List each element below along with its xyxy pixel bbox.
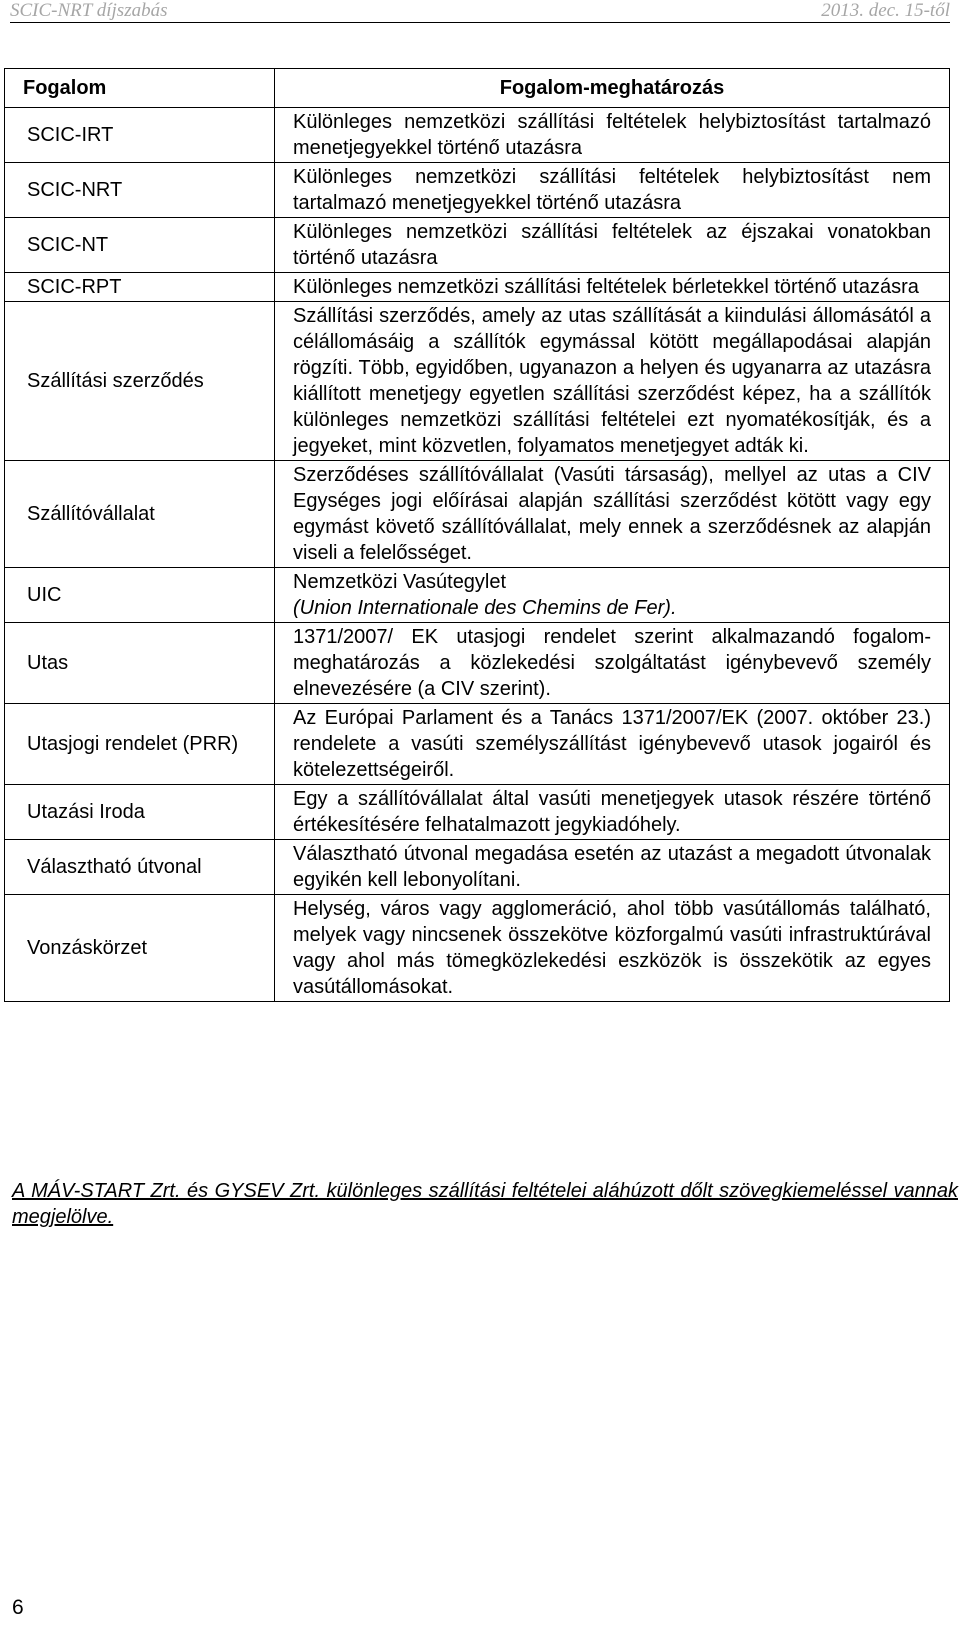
term-cell: UIC: [5, 568, 275, 623]
table-row: [5, 302, 950, 461]
table-row: [5, 461, 950, 568]
table-row: [5, 785, 950, 840]
table-header-row: [5, 69, 950, 108]
column-header-definition: Fogalom-meghatározás: [275, 69, 950, 108]
table-row: [5, 623, 950, 704]
term-cell: Utazási Iroda: [5, 785, 275, 840]
definition-cell: Különleges nemzetközi szállítási feltételek az éjszakai vonatokban történő utazásra: [275, 218, 950, 273]
table-row: [5, 568, 950, 623]
table-row: [5, 108, 950, 163]
definition-cell: Szállítási szerződés, amely az utas szállítását a kiindulási állomásától a célállomásáig a szállítók egymással kötött megállapodásai alapján rögzíti. Több, egyidőben, ugyanazon a helyen és ugyanarra az utazásra kiállított menetjegy egyetlen szállítási szerződést képez, ha a szállítók különleges nemzetközi szállítási feltételei ezt nyomatékosítják, és a jegyeket, mint közvetlen, folyamatos menetjegyet adták ki.: [275, 302, 950, 461]
definition-line: Nemzetközi Vasútegylet: [293, 571, 507, 593]
term-cell: SCIC-NT: [5, 218, 275, 273]
definition-cell: Szerződéses szállítóvállalat (Vasúti társaság), mellyel az utas a CIV Egységes jogi előírásai alapján szállítási szerződést kötött vagy egy egymást követő szállítóvállalat, mely ennek a szerződésnek az alapján viseli a felelősséget.: [275, 461, 950, 568]
header-date: 2013. dec. 15-től: [821, 0, 950, 21]
definition-cell: Egy a szállítóvállalat által vasúti menetjegyek utasok részére történő értékesítésére felhatalmazott jegykiadóhely.: [275, 785, 950, 840]
term-cell: Választható útvonal: [5, 840, 275, 895]
footnote: A MÁV-START Zrt. és GYSEV Zrt. különleges szállítási feltételei aláhúzott dőlt szövegkiemeléssel vannak megjelölve.: [12, 1180, 958, 1228]
term-cell: SCIC-NRT: [5, 163, 275, 218]
definition-cell: 1371/2007/ EK utasjogi rendelet szerint alkalmazandó fogalom-meghatározás a közlekedési szolgáltatást igénybevevő személy elnevezésére (a CIV szerint).: [275, 623, 950, 704]
definition-cell: Az Európai Parlament és a Tanács 1371/2007/EK (2007. október 23.) rendelete a vasúti személyszállítást igénybevevő utasok jogairól és kötelezettségeiről.: [275, 704, 950, 785]
definition-cell: Különleges nemzetközi szállítási feltételek helybiztosítást nem tartalmazó menetjegyekkel történő utazásra: [275, 163, 950, 218]
term-cell: SCIC-IRT: [5, 108, 275, 163]
table-row: [5, 273, 950, 302]
term-cell: Szállítási szerződés: [5, 302, 275, 461]
definition-cell: [275, 568, 950, 623]
term-cell: SCIC-RPT: [5, 273, 275, 302]
column-header-term: Fogalom: [5, 69, 275, 108]
page-header: [10, 0, 950, 23]
term-cell: Szállítóvállalat: [5, 461, 275, 568]
term-cell: Utasjogi rendelet (PRR): [5, 704, 275, 785]
definition-cell: Helység, város vagy agglomeráció, ahol több vasútállomás található, melyek vagy nincsenek összekötve közforgalmú vasúti infrastruktúrával vagy ahol más tömegközlekedési eszközök is összekötik az egyes vasútállomásokat.: [275, 895, 950, 1002]
table-row: [5, 218, 950, 273]
table-row: [5, 704, 950, 785]
glossary-table: [4, 68, 950, 1002]
definition-cell: Választható útvonal megadása esetén az utazást a megadott útvonalak egyikén kell lebonyolítani.: [275, 840, 950, 895]
definition-cell: Különleges nemzetközi szállítási feltételek helybiztosítást tartalmazó menetjegyekkel történő utazásra: [275, 108, 950, 163]
table-row: [5, 895, 950, 1002]
definition-cell: Különleges nemzetközi szállítási feltételek bérletekkel történő utazásra: [275, 273, 950, 302]
term-cell: Utas: [5, 623, 275, 704]
definition-line-italic: (Union Internationale des Chemins de Fer).: [293, 597, 677, 619]
term-cell: Vonzáskörzet: [5, 895, 275, 1002]
table-row: [5, 840, 950, 895]
header-title: SCIC-NRT díjszabás: [10, 0, 168, 21]
table-row: [5, 163, 950, 218]
page-number: 6: [12, 1596, 24, 1619]
